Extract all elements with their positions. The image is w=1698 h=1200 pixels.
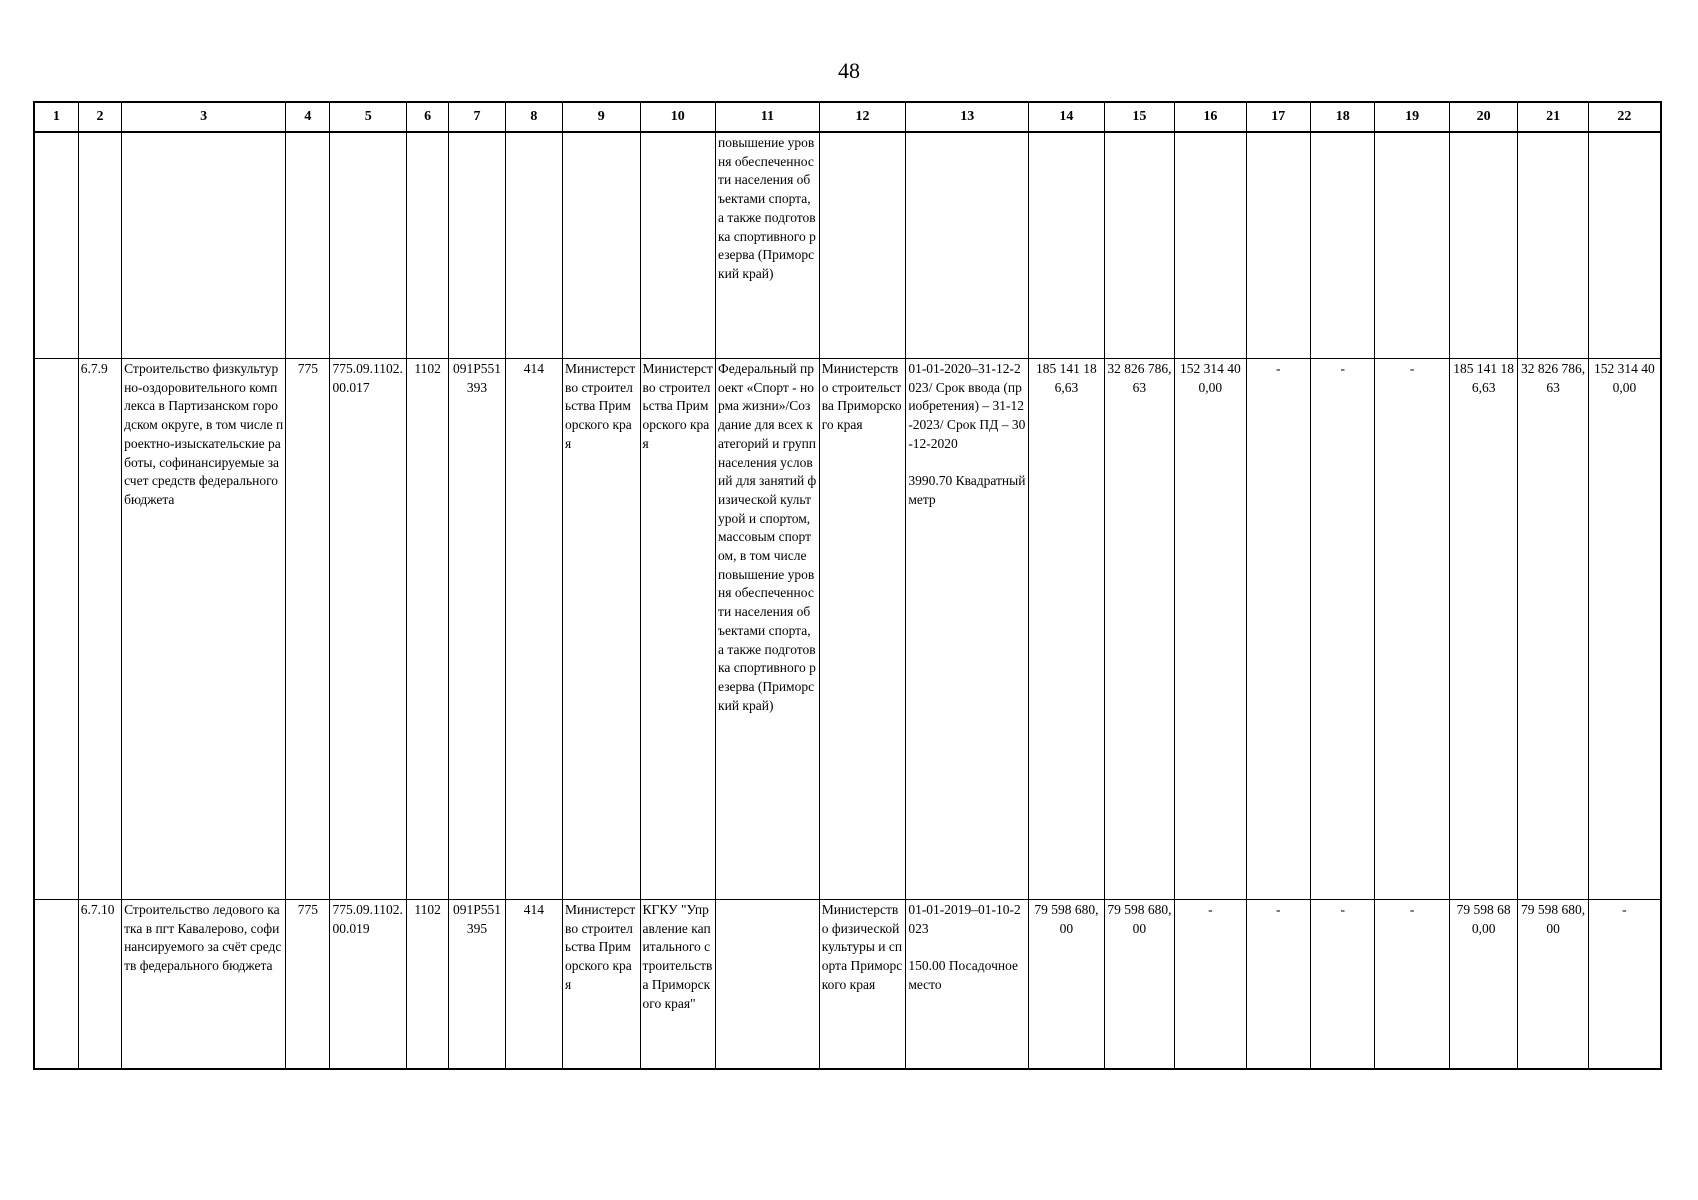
table-cell: Федеральный проект «Спорт - норма жизни»/Создание для всех категорий и групп населения условий для занятий физической культурой и спортом, массовым спортом, в том числе повышение уровня обеспеченности населения объектами спорта, а также подготовка спортивного резерва (Приморский край) <box>716 359 820 900</box>
column-header: 8 <box>505 102 562 132</box>
table-cell: 775.09.1102.00.019 <box>330 900 407 1070</box>
table-cell: - <box>1246 900 1310 1070</box>
column-header: 18 <box>1311 102 1375 132</box>
table-cell <box>34 359 78 900</box>
table-row <box>34 132 1661 359</box>
amount-cell: 79 598 680,00 <box>1029 900 1105 1070</box>
column-header: 9 <box>563 102 641 132</box>
table-cell <box>1449 132 1517 359</box>
table-cell: повышение уровня обеспеченности населения объектами спорта, а также подготовка спортивного резерва (Приморский край) <box>716 132 820 359</box>
table-cell <box>330 132 407 359</box>
table-cell <box>1175 132 1246 359</box>
table-cell <box>1246 132 1310 359</box>
table-cell: 091P551393 <box>449 359 505 900</box>
row-number-cell: 6.7.9 <box>78 359 121 900</box>
table-cell <box>407 132 449 359</box>
column-header: 15 <box>1104 102 1174 132</box>
amount-cell: 79 598 680,00 <box>1449 900 1517 1070</box>
column-header: 1 <box>34 102 78 132</box>
table-cell <box>640 132 716 359</box>
amount-cell: - <box>1175 900 1246 1070</box>
table-cell <box>1029 132 1105 359</box>
table-cell: - <box>1375 359 1450 900</box>
table-cell: 775 <box>286 900 330 1070</box>
table-cell: КГКУ "Управление капитального строительства Приморского края" <box>640 900 716 1070</box>
table-cell: 1102 <box>407 359 449 900</box>
table-cell: - <box>1311 900 1375 1070</box>
amount-cell: 79 598 680,00 <box>1104 900 1174 1070</box>
column-header: 14 <box>1029 102 1105 132</box>
object-name-cell: Строительство ледового катка в пгт Кавалерово, софинансируемого за счёт средств федерального бюджета <box>122 900 286 1070</box>
table-row <box>34 359 1661 900</box>
table-cell: Министерство строительства Приморского края <box>563 359 641 900</box>
amount-cell: 152 314 400,00 <box>1588 359 1661 900</box>
table-cell <box>286 132 330 359</box>
table-cell: Министерство строительства Приморского края <box>819 359 906 900</box>
column-header: 4 <box>286 102 330 132</box>
column-header: 5 <box>330 102 407 132</box>
column-header: 6 <box>407 102 449 132</box>
table-cell <box>1104 132 1174 359</box>
header-row <box>34 102 1661 132</box>
data-table <box>33 101 1662 1070</box>
table-cell <box>1311 132 1375 359</box>
column-header: 19 <box>1375 102 1450 132</box>
table-cell <box>563 132 641 359</box>
column-header: 7 <box>449 102 505 132</box>
amount-cell: 32 826 786,63 <box>1104 359 1174 900</box>
table-cell: 414 <box>505 900 562 1070</box>
table-cell: - <box>1311 359 1375 900</box>
table-row <box>34 900 1661 1070</box>
amount-cell: 185 141 186,63 <box>1449 359 1517 900</box>
amount-cell: - <box>1588 900 1661 1070</box>
column-header: 16 <box>1175 102 1246 132</box>
table-cell <box>122 132 286 359</box>
table-cell: 01-01-2020–31-12-2023/ Срок ввода (приобретения) – 31-12-2023/ Срок ПД – 30-12-2020 3990.70 Квадратный метр <box>906 359 1029 900</box>
table-cell <box>1588 132 1661 359</box>
table-cell: - <box>1375 900 1450 1070</box>
table-cell <box>34 900 78 1070</box>
table-cell <box>716 900 820 1070</box>
table-cell: 775 <box>286 359 330 900</box>
table-cell <box>34 132 78 359</box>
table-cell <box>906 132 1029 359</box>
table-cell <box>449 132 505 359</box>
column-header: 11 <box>716 102 820 132</box>
table-cell: Министерство физической культуры и спорта Приморского края <box>819 900 906 1070</box>
column-header: 13 <box>906 102 1029 132</box>
table-cell: - <box>1246 359 1310 900</box>
amount-cell: 79 598 680,00 <box>1518 900 1588 1070</box>
column-header: 3 <box>122 102 286 132</box>
row-number-cell: 6.7.10 <box>78 900 121 1070</box>
table-cell: 775.09.1102.00.017 <box>330 359 407 900</box>
table-cell <box>505 132 562 359</box>
table-cell <box>1375 132 1450 359</box>
column-header: 21 <box>1518 102 1588 132</box>
column-header: 2 <box>78 102 121 132</box>
column-header: 22 <box>1588 102 1661 132</box>
table-cell: 01-01-2019–01-10-2023 150.00 Посадочное место <box>906 900 1029 1070</box>
page-number: 48 <box>838 58 860 83</box>
table-cell: Министерство строительства Приморского края <box>563 900 641 1070</box>
table-cell: Министерство строительства Приморского края <box>640 359 716 900</box>
amount-cell: 185 141 186,63 <box>1029 359 1105 900</box>
object-name-cell: Строительство физкультурно-оздоровительного комплекса в Партизанском городском округе, в том числе проектно-изыскательские работы, софинансируемые за счет средств федерального бюджета <box>122 359 286 900</box>
table-cell <box>819 132 906 359</box>
amount-cell: 32 826 786,63 <box>1518 359 1588 900</box>
column-header: 20 <box>1449 102 1517 132</box>
column-header: 12 <box>819 102 906 132</box>
amount-cell: 152 314 400,00 <box>1175 359 1246 900</box>
column-header: 17 <box>1246 102 1310 132</box>
table-cell: 091P551395 <box>449 900 505 1070</box>
table-cell <box>78 132 121 359</box>
column-header: 10 <box>640 102 716 132</box>
table-cell: 414 <box>505 359 562 900</box>
table-cell: 1102 <box>407 900 449 1070</box>
table-cell <box>1518 132 1588 359</box>
